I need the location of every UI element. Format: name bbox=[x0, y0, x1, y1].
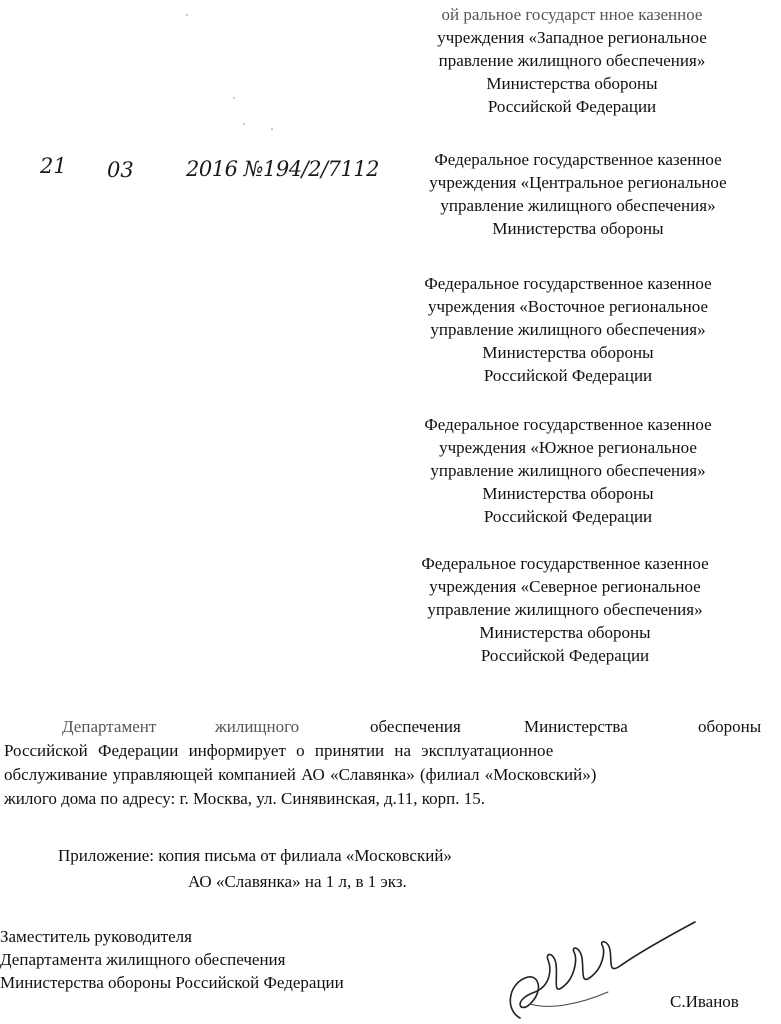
addressee-south bbox=[378, 413, 758, 528]
addressee-line: Федеральное государственное казенное bbox=[424, 415, 712, 434]
signer-position bbox=[0, 925, 344, 994]
signer-position-line: Министерства обороны Российской Федерации bbox=[0, 973, 344, 992]
addressee-line: учреждения «Центральное региональное bbox=[429, 173, 727, 192]
addressee-central bbox=[388, 148, 768, 240]
addressee-line: Федеральное государственное казенное bbox=[434, 150, 722, 169]
addressee-line: Российской Федерации bbox=[483, 507, 653, 526]
scan-speck bbox=[243, 123, 245, 125]
body-line-2: Российской Федерации информирует о принятии на эксплуатационное bbox=[4, 741, 554, 760]
body-word: обороны bbox=[698, 717, 762, 736]
body-line-3: обслуживание управляющей компанией АО «Славянка» (филиал «Московский») bbox=[4, 765, 597, 784]
addressee-north bbox=[378, 552, 752, 667]
handwritten-day: 21 bbox=[40, 154, 67, 178]
addressee-line: правление жилищного обеспечения» bbox=[438, 51, 706, 70]
body-word: Министерства bbox=[524, 717, 628, 736]
handwritten-month: 03 bbox=[107, 158, 134, 182]
addressee-line: управление жилищного обеспечения» bbox=[440, 196, 716, 215]
scan-speck bbox=[271, 128, 273, 130]
attachment-line: Приложение: копия письма от филиала «Московский» bbox=[58, 846, 452, 865]
signer-position-line: Департамента жилищного обеспечения bbox=[0, 950, 286, 969]
body-line-4: жилого дома по адресу: г. Москва, ул. Синявинская, д.11, корп. 15. bbox=[4, 789, 486, 808]
addressee-line: Федеральное государственное казенное bbox=[424, 274, 712, 293]
addressee-line: Федеральное государственное казенное bbox=[421, 554, 709, 573]
scan-speck bbox=[233, 97, 235, 99]
addressee-line: Министерства обороны bbox=[482, 484, 654, 503]
addressee-line: учреждения «Южное региональное bbox=[439, 438, 697, 457]
addressee-east bbox=[382, 272, 754, 387]
addressee-line: Российской Федерации bbox=[487, 97, 657, 116]
addressee-line: Министерства обороны bbox=[486, 74, 658, 93]
body-word: обеспечения bbox=[370, 717, 461, 736]
body-line-1 bbox=[0, 715, 781, 739]
attachment-note bbox=[58, 843, 618, 895]
addressee-line: Министерства обороны bbox=[479, 623, 651, 642]
addressee-line: управление жилищного обеспечения» bbox=[430, 320, 706, 339]
body-word: жилищного bbox=[215, 717, 300, 736]
addressee-line: Российской Федерации bbox=[480, 646, 650, 665]
addressee-line: управление жилищного обеспечения» bbox=[427, 600, 703, 619]
body-word: Департамент bbox=[62, 717, 157, 736]
attachment-line: АО «Славянка» на 1 л, в 1 экз. bbox=[188, 872, 407, 891]
handwritten-year-reference: 2016 №194/2/7112 bbox=[186, 157, 380, 181]
addressee-line: Российской Федерации bbox=[483, 366, 653, 385]
scan-speck bbox=[186, 14, 188, 16]
addressee-west bbox=[392, 3, 752, 118]
addressee-line: учреждения «Восточное региональное bbox=[427, 297, 709, 316]
signer-name: С.Иванов bbox=[670, 992, 739, 1011]
addressee-line: учреждения «Западное региональное bbox=[437, 28, 707, 47]
handwritten-signature bbox=[490, 900, 700, 1024]
addressee-line: Министерства обороны bbox=[492, 219, 664, 238]
letter-body bbox=[0, 715, 781, 811]
addressee-line: управление жилищного обеспечения» bbox=[430, 461, 706, 480]
addressee-line: ой ральное государст нное казенное bbox=[441, 5, 703, 24]
addressee-line: Министерства обороны bbox=[482, 343, 654, 362]
addressee-line: учреждения «Северное региональное bbox=[429, 577, 701, 596]
signer-position-line: Заместитель руководителя bbox=[0, 927, 192, 946]
